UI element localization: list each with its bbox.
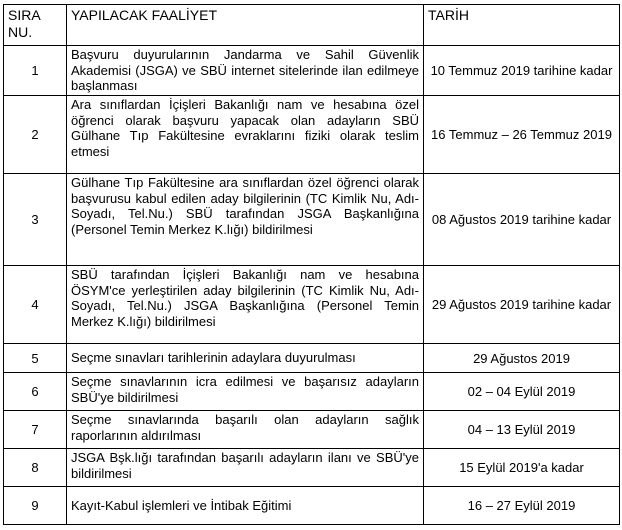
row-activity: Seçme sınavlarında başarılı olan adayların sağlık raporlarının aldırılması (67, 411, 424, 449)
header-row (4, 5, 620, 46)
header-date: TARİH (424, 5, 620, 46)
row-number: 6 (4, 373, 67, 411)
row-number: 9 (4, 487, 67, 525)
table-row (4, 96, 620, 174)
row-number: 4 (4, 266, 67, 344)
row-activity: SBÜ tarafından İçişleri Bakanlığı nam ve hesabına ÖSYM'ce yerleştirilen aday bilgilerinin (TC Kimlik Nu, Adı-Soyadı, Tel.Nu.) JSGA Başkanlığına (Personel Temin Merkez K.lığı) bildirilmesi (67, 266, 424, 344)
row-activity: Ara sınıflardan İçişleri Bakanlığı nam ve hesabına özel öğrenci olarak başvuru yapacak olan adayların SBÜ Gülhane Tıp Fakültesine evraklarını fiziki olarak teslim etmesi (67, 96, 424, 174)
table-row (4, 373, 620, 411)
row-activity: Seçme sınavları tarihlerinin adaylara duyurulması (67, 344, 424, 373)
row-number: 3 (4, 174, 67, 266)
table-row (4, 266, 620, 344)
row-date: 16 – 27 Eylül 2019 (424, 487, 620, 525)
table-row (4, 344, 620, 373)
row-activity: Başvuru duyurularının Jandarma ve Sahil Güvenlik Akademisi (JSGA) ve SBÜ internet sitelerinde ilan edilmeye başlanması (67, 46, 424, 96)
row-number: 1 (4, 46, 67, 96)
row-date: 16 Temmuz – 26 Temmuz 2019 (424, 96, 620, 174)
header-no: SIRA NU. (4, 5, 67, 46)
table-row (4, 46, 620, 96)
table-row (4, 449, 620, 487)
row-date: 08 Ağustos 2019 tarihine kadar (424, 174, 620, 266)
table-row (4, 487, 620, 525)
header-activity: YAPILACAK FAALİYET (67, 5, 424, 46)
row-activity: Seçme sınavlarının icra edilmesi ve başarısız adayların SBÜ'ye bildirilmesi (67, 373, 424, 411)
row-activity: Gülhane Tıp Fakültesine ara sınıflardan özel öğrenci olarak başvurusu kabul edilen aday bilgilerinin (TC Kimlik Nu, Adı-Soyadı, Tel.Nu.) SBÜ tarafından JSGA Başkanlığına (Personel Temin Merkez K.lığı) bildirilmesi (67, 174, 424, 266)
row-date: 02 – 04 Eylül 2019 (424, 373, 620, 411)
row-date: 04 – 13 Eylül 2019 (424, 411, 620, 449)
table-row (4, 411, 620, 449)
row-date: 29 Ağustos 2019 tarihine kadar (424, 266, 620, 344)
schedule-table (3, 4, 620, 525)
row-number: 2 (4, 96, 67, 174)
row-number: 5 (4, 344, 67, 373)
row-date: 15 Eylül 2019'a kadar (424, 449, 620, 487)
row-date: 29 Ağustos 2019 (424, 344, 620, 373)
table-row (4, 174, 620, 266)
row-number: 7 (4, 411, 67, 449)
row-activity: Kayıt-Kabul işlemleri ve İntibak Eğitimi (67, 487, 424, 525)
row-activity: JSGA Bşk.lığı tarafından başarılı adayların ilanı ve SBÜ'ye bildirilmesi (67, 449, 424, 487)
row-date: 10 Temmuz 2019 tarihine kadar (424, 46, 620, 96)
row-number: 8 (4, 449, 67, 487)
